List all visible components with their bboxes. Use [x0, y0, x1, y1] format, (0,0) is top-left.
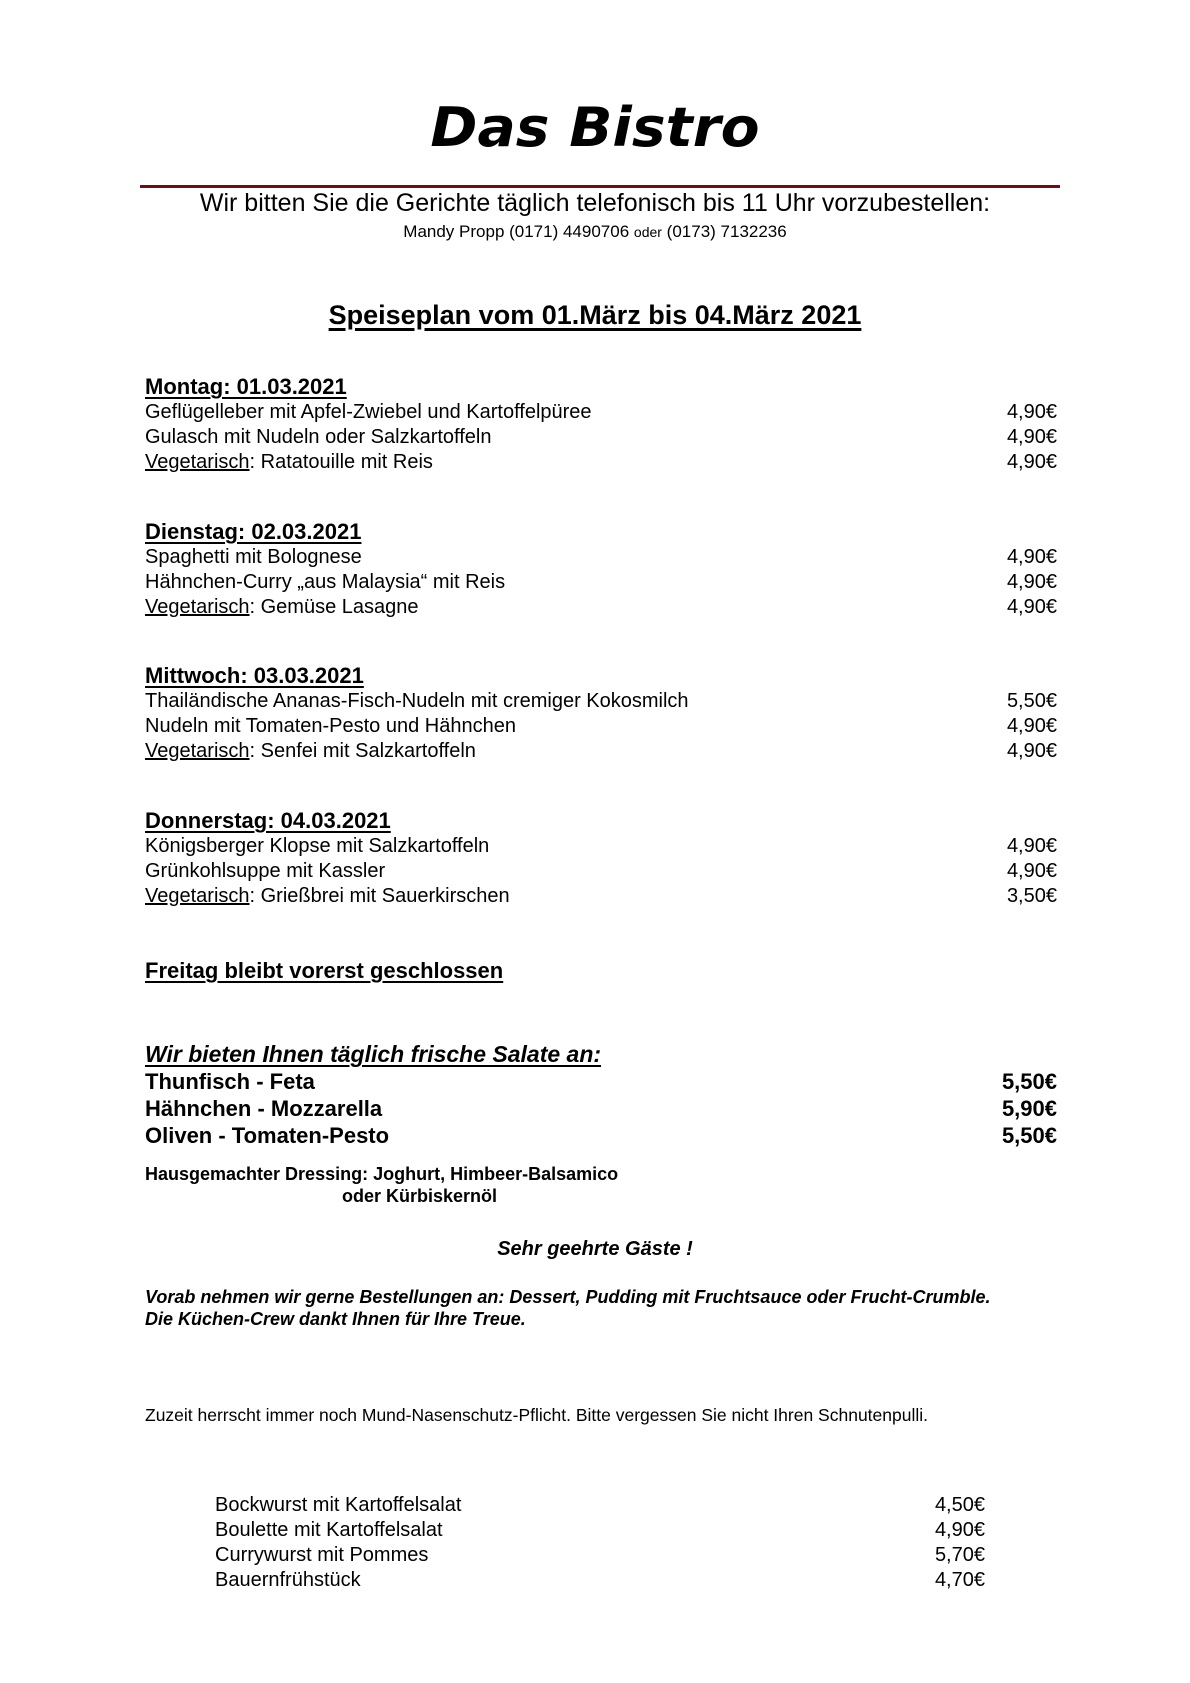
- menu-item-vegetarian: [145, 595, 1057, 620]
- salad-price: 5,50€: [1001, 1069, 1057, 1094]
- order-notice: Wir bitten Sie die Gerichte täglich telefonisch bis 11 Uhr vorzubestellen:: [199, 189, 991, 217]
- menu-item: [145, 570, 1057, 595]
- item-price: 3,50€: [1006, 885, 1057, 907]
- item-price: 4,90€: [1006, 860, 1057, 882]
- item-price: 4,90€: [1006, 426, 1057, 448]
- salad-name: Thunfisch - Feta: [145, 1069, 315, 1094]
- day-section-montag: [145, 374, 1057, 475]
- extra-name: Currywurst mit Pommes: [215, 1544, 429, 1566]
- item-name: Gulasch mit Nudeln oder Salzkartoffeln: [145, 426, 492, 448]
- menu-item-vegetarian: [145, 450, 1057, 475]
- item-name: Nudeln mit Tomaten-Pesto und Hähnchen: [145, 715, 516, 737]
- item-price: 4,90€: [1006, 451, 1057, 473]
- salad-price: 5,50€: [1001, 1123, 1057, 1148]
- salads-title: Wir bieten Ihnen täglich frische Salate an:: [145, 1041, 602, 1067]
- friday-notice: Freitag bleibt vorerst geschlossen: [145, 958, 504, 983]
- item-price: 4,90€: [1006, 740, 1057, 762]
- extra-price: 4,50€: [934, 1494, 985, 1516]
- mask-notice: Zuzeit herrscht immer noch Mund-Nasenschutz-Pflicht. Bitte vergessen Sie nicht Ihren Schnutenpulli.: [145, 1405, 928, 1425]
- salad-price: 5,90€: [1001, 1096, 1057, 1121]
- salads-section: [145, 1040, 1057, 1149]
- item-price: 4,90€: [1006, 596, 1057, 618]
- dressing-line-2: oder Kürbiskernöl: [342, 1186, 498, 1206]
- item-name: : Gemüse Lasagne: [249, 596, 419, 618]
- contact-line: [0, 222, 1190, 242]
- item-name: : Grießbrei mit Sauerkirschen: [249, 885, 510, 907]
- item-price: 4,90€: [1006, 835, 1057, 857]
- extra-name: Boulette mit Kartoffelsalat: [215, 1519, 443, 1541]
- extra-item: [215, 1493, 985, 1518]
- contact-or: oder: [633, 224, 662, 240]
- greeting: Sehr geehrte Gäste !: [497, 1238, 693, 1260]
- salad-name: Oliven - Tomaten-Pesto: [145, 1123, 390, 1148]
- day-title: Dienstag: 02.03.2021: [145, 519, 362, 544]
- dressing-info: [145, 1163, 618, 1207]
- day-title: Donnerstag: 04.03.2021: [145, 808, 391, 833]
- menu-item: [145, 834, 1057, 859]
- item-name: : Ratatouille mit Reis: [249, 451, 433, 473]
- vegetarian-label: Vegetarisch: [145, 596, 250, 618]
- item-name: Königsberger Klopse mit Salzkartoffeln: [145, 835, 490, 857]
- vegetarian-label: Vegetarisch: [145, 885, 250, 907]
- preorder-note-line-1: Vorab nehmen wir gerne Bestellungen an: Dessert, Pudding mit Fruchtsauce oder Frucht-Crumble.: [145, 1287, 991, 1307]
- bistro-title: Das Bistro: [430, 96, 760, 159]
- salad-item: [145, 1068, 1057, 1095]
- menu-item: [145, 859, 1057, 884]
- item-name: Spaghetti mit Bolognese: [145, 546, 362, 568]
- vegetarian-label: Vegetarisch: [145, 451, 250, 473]
- extra-item: [215, 1543, 985, 1568]
- plan-heading: Speiseplan vom 01.März bis 04.März 2021: [328, 300, 862, 330]
- menu-item: [145, 400, 1057, 425]
- header-divider: [140, 185, 1060, 188]
- item-price: 5,50€: [1006, 690, 1057, 712]
- extra-price: 5,70€: [934, 1544, 985, 1566]
- contact-name-phone1: Mandy Propp (0171) 4490706: [403, 222, 630, 241]
- day-section-mittwoch: [145, 663, 1057, 764]
- extras-list: [215, 1493, 985, 1593]
- item-name: Thailändische Ananas-Fisch-Nudeln mit cremiger Kokosmilch: [145, 690, 689, 712]
- extra-name: Bauernfrühstück: [215, 1569, 361, 1591]
- day-title: Montag: 01.03.2021: [145, 374, 347, 399]
- day-section-donnerstag: [145, 808, 1057, 909]
- contact-phone2: (0173) 7132236: [666, 222, 787, 241]
- salad-item: [145, 1095, 1057, 1122]
- extra-item: [215, 1518, 985, 1543]
- item-price: 4,90€: [1006, 546, 1057, 568]
- menu-item-vegetarian: [145, 739, 1057, 764]
- preorder-note-line-2: Die Küchen-Crew dankt Ihnen für Ihre Treue.: [145, 1309, 526, 1329]
- day-section-dienstag: [145, 519, 1057, 620]
- item-name: Hähnchen-Curry „aus Malaysia“ mit Reis: [145, 571, 506, 593]
- dressing-line-1: Hausgemachter Dressing: Joghurt, Himbeer-Balsamico: [145, 1164, 619, 1184]
- extra-item: [215, 1568, 985, 1593]
- extra-price: 4,90€: [934, 1519, 985, 1541]
- vegetarian-label: Vegetarisch: [145, 740, 250, 762]
- menu-item: [145, 714, 1057, 739]
- menu-item: [145, 545, 1057, 570]
- item-name: Grünkohlsuppe mit Kassler: [145, 860, 386, 882]
- item-name: : Senfei mit Salzkartoffeln: [249, 740, 476, 762]
- menu-item: [145, 425, 1057, 450]
- menu-item: [145, 689, 1057, 714]
- item-price: 4,90€: [1006, 401, 1057, 423]
- extra-name: Bockwurst mit Kartoffelsalat: [215, 1494, 462, 1516]
- menu-item-vegetarian: [145, 884, 1057, 909]
- extra-price: 4,70€: [934, 1569, 985, 1591]
- day-title: Mittwoch: 03.03.2021: [145, 663, 364, 688]
- item-price: 4,90€: [1006, 571, 1057, 593]
- preorder-note: [145, 1286, 1057, 1330]
- salad-item: [145, 1122, 1057, 1149]
- item-name: Geflügelleber mit Apfel-Zwiebel und Kartoffelpüree: [145, 401, 592, 423]
- item-price: 4,90€: [1006, 715, 1057, 737]
- salad-name: Hähnchen - Mozzarella: [145, 1096, 383, 1121]
